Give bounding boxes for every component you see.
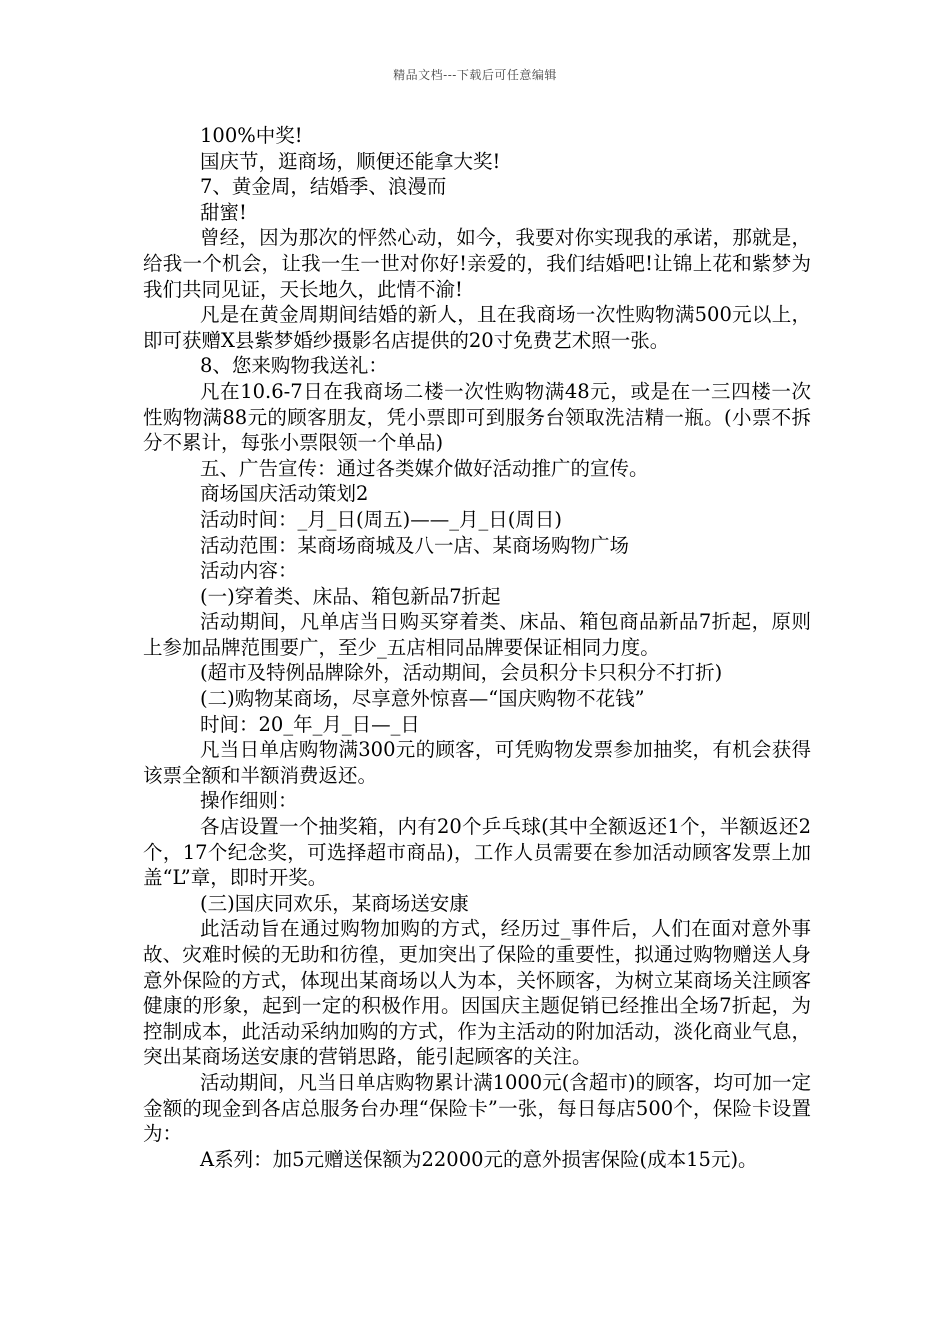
paragraph: 活动时间：_月_日(周五)——_月_日(周日) [200,507,562,531]
paragraph: (二)购物某商场，尽享意外惊喜—“国庆购物不花钱” [200,687,645,711]
paragraph: 操作细则： [200,789,298,813]
paragraph: 此活动旨在通过购物加购的方式，经历过_事件后，人们在面对意外事故、灾难时候的无助和彷徨，更加突出了保险的重要性，拟通过购物赠送人身意外保险的方式，体现出某商场以人为本，关怀顾客，为树立某商场关注顾客健康的形象，起到一定的积极作用。因国庆主题促销已经推出全场7折起，为控制成本，此活动采纳加购的方式，作为主活动的附加活动，淡化商业气息，突出某商场送安康的营销思路，能引起顾客的关注。 [143,917,811,1069]
paragraph: 凡当日单店购物满300元的顾客，可凭购物发票参加抽奖，有机会获得该票全额和半额消费返还。 [143,738,811,787]
paragraph: 活动期间，凡当日单店购物累计满1000元(含超市)的顾客，均可加一定金额的现金到各店总服务台办理“保险卡”一张，每日每店500个，保险卡设置为： [143,1070,811,1146]
paragraph: 活动范围：某商场商城及八一店、某商场购物广场 [200,533,630,557]
paragraph: 凡在10.6-7日在我商场二楼一次性购物满48元，或是在一三四楼一次性购物满88元的顾客朋友，凭小票即可到服务台领取洗洁精一瓶。(小票不拆分不累计，每张小票限领一个单品) [143,379,811,455]
paragraph: 活动期间，凡单店当日购买穿着类、床品、箱包商品新品7折起，原则上参加品牌范围要广，至少_五店相同品牌要保证相同力度。 [143,610,811,659]
paragraph: (超市及特例品牌除外，活动期间，会员积分卡只积分不打折) [200,661,723,685]
document-body [143,123,811,1172]
paragraph: 甜蜜! [200,200,247,224]
paragraph: (一)穿着类、床品、箱包新品7折起 [200,584,501,608]
paragraph: 曾经，因为那次的怦然心动，如今，我要对你实现我的承诺，那就是，给我一个机会，让我一生一世对你好!亲爱的，我们结婚吧!让锦上花和紫梦为我们共同见证，天长地久，此情不渝! [143,226,811,301]
paragraph: 时间：20_年_月_日—_日 [200,712,420,736]
paragraph: 8、您来购物我送礼： [200,354,388,378]
paragraph: 活动内容： [200,559,298,583]
paragraph: 五、广告宣传：通过各类媒介做好活动推广的宣传。 [200,456,649,480]
paragraph: 凡是在黄金周期间结婚的新人，且在我商场一次性购物满500元以上，即可获赠X县紫梦婚纱摄影名店提供的20寸免费艺术照一张。 [143,303,811,352]
paragraph: A系列：加5元赠送保额为22000元的意外损害保险(成本15元)。 [200,1147,758,1171]
paragraph: 100%中奖! [200,124,303,147]
paragraph: 7、黄金周，结婚季、浪漫而 [200,175,447,199]
paragraph: 国庆节，逛商场，顺便还能拿大奖! [200,149,501,173]
section-title: 商场国庆活动策划2 [200,482,369,506]
paragraph: (三)国庆同欢乐，某商场送安康 [200,891,469,915]
page-header: 精品文档---下载后可任意编辑 [393,68,557,82]
paragraph: 各店设置一个抽奖箱，内有20个乒乓球(其中全额返还1个，半额返还2个，17个纪念奖，可选择超市商品)，工作人员需要在参加活动顾客发票上加盖“L”章，即时开奖。 [143,815,811,890]
